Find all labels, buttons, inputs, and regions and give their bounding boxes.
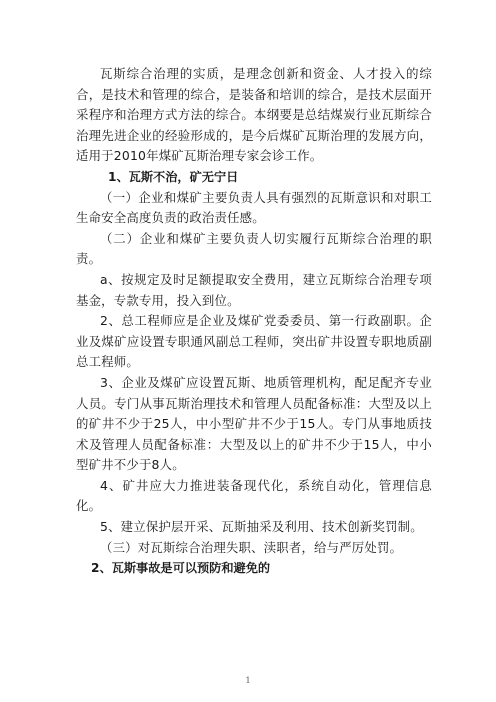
document-body	[76, 64, 432, 579]
intro-paragraph: 瓦斯综合治理的实质，是理念创新和资金、人才投入的综合，是技术和管理的综合，是装备和培训的综合，是技术层面开采程序和治理方式方法的综合。本纲要是总结煤炭行业瓦斯综合治理先进企业的经验形成的，是今后煤矿瓦斯治理的发展方向，适用于2010年煤矿瓦斯治理专家会诊工作。	[76, 66, 432, 164]
list-item: 3、企业及煤矿应设置瓦斯、地质管理机构，配足配齐专业人员。专门从事瓦斯治理技术和管理人员配备标准：大型及以上的矿井不少于25人，中小型矿井不少于15人。专门从事地质技术及管理人员配备标准：大型及以上的矿井不少于15人，中小型矿井不少于8人。	[76, 374, 432, 473]
section-heading-2: 2、瓦斯事故是可以预防和避免的	[91, 561, 271, 576]
page-number: 1	[245, 676, 251, 685]
list-item: （三）对瓦斯综合治理失职、渎职者，给与严厉处罚。	[100, 539, 403, 555]
list-item: 5、建立保护层开采、瓦斯抽采及利用、技术创新奖罚制。	[100, 519, 423, 535]
list-item: 4、矿井应大力推进装备现代化，系统自动化，管理信息化。	[76, 477, 432, 514]
section-heading-1: 1、瓦斯不治，矿无宁日	[108, 169, 239, 184]
list-item: 2、总工程师应是企业及煤矿党委委员、第一行政副职。企业及煤矿应设置专职通风副总工程师，突出矿井设置专职地质副总工程师。	[76, 313, 432, 370]
list-item: （一）企业和煤矿主要负责人具有强烈的瓦斯意识和对职工生命安全高度负责的政治责任感。	[76, 189, 432, 226]
list-item: （二）企业和煤矿主要负责人切实履行瓦斯综合治理的职责。	[76, 230, 432, 267]
list-item: a、按规定及时足额提取安全费用，建立瓦斯综合治理专项基金，专款专用，投入到位。	[76, 271, 432, 308]
